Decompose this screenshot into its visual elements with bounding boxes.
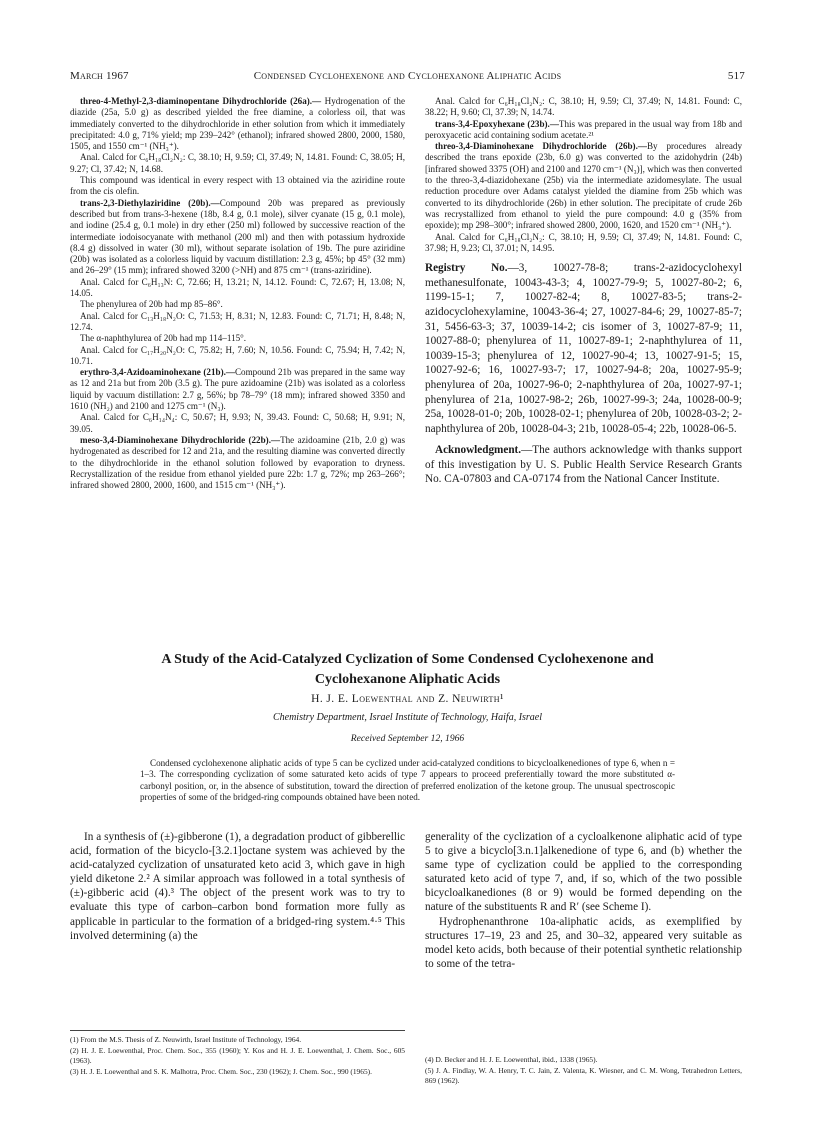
body-paragraph: Hydrophenanthrone 10a-aliphatic acids, as exemplified by structures 17–19, 23 and 25, and 30–32, appeared very suitable as model keto acids, both because of their potential synthetic relationship to some of the tetra- xyxy=(425,915,742,970)
acknowledgment-section xyxy=(425,443,742,487)
abstract: Condensed cyclohexenone aliphatic acids of type 5 can be cyclized under acid-catalyzed conditions to bicycloalkenediones of type 6, when n = 1–3. The corresponding cyclization of some saturated keto acids of type 7 appears to proceed preferentially toward the more substituted α-carbonyl position, or, in the absence of substitution, toward the direction of preferred enolization of the ketone group. The unusual spectroscopic properties of some of the bridged-ring compounds obtained have been noted. xyxy=(140,758,675,802)
paragraph xyxy=(425,96,742,119)
article-title xyxy=(70,650,745,690)
authors: H. J. E. Loewenthal and Z. Neuwirth¹ xyxy=(311,693,504,705)
header-title: Condensed Cyclohexenone and Cyclohexanone Aliphatic Acids xyxy=(253,70,562,82)
registry-paragraph xyxy=(425,261,742,436)
acknowledgment-heading: Acknowledgment. xyxy=(435,444,522,457)
registry-section xyxy=(425,261,742,436)
paragraph xyxy=(70,311,405,334)
paragraph-heading: erythro-3,4-Azidoaminohexane (21b).— xyxy=(80,367,235,378)
paragraph xyxy=(425,232,742,255)
paragraph xyxy=(425,119,742,142)
footnotes-right xyxy=(425,1055,742,1087)
paragraph-text: Anal. Calcd for C₆H₁₃N: C, 72.66; H, 13.21; N, 14.12. Found: C, 72.67; H, 13.08; N, 14.05. xyxy=(70,276,405,299)
received-date: Received September 12, 1966 xyxy=(350,733,465,744)
paragraph-text: Anal. Calcd for C₆H₁₈Cl₂N₂: C, 38.10; H, 9.59; Cl, 37.49; N, 14.81. Found: C, 38.22; H, 9.60; Cl, 37.39; N, 14.74. xyxy=(425,96,742,118)
paragraph-text: This compound was identical in every respect with 13 obtained via the aziridine route from the cis olefin. xyxy=(70,175,405,197)
paragraph-text: Anal. Calcd for C₆H₁₈Cl₂N₂: C, 38.10; H, 9.59; Cl, 37.49; N, 14.81. Found: C, 38.05; H, 9.27; Cl, 37.42; N, 14.68. xyxy=(70,152,405,174)
paragraph xyxy=(70,367,405,412)
paragraph-heading: trans-3,4-Epoxyhexane (23b).— xyxy=(435,118,559,129)
footnotes-left xyxy=(70,1030,405,1079)
paragraph-heading: threo-4-Methyl-2,3-diaminopentane Dihydrochloride (26a).— xyxy=(80,96,322,106)
title-line-1: A Study of the Acid-Catalyzed Cyclization of Some Condensed Cyclohexenone and xyxy=(161,652,654,667)
experimental-right-column xyxy=(425,96,742,487)
registry-heading: Registry No. xyxy=(425,262,508,275)
paragraph-heading: threo-3,4-Diaminohexane Dihydrochloride (26b).— xyxy=(435,141,647,152)
paragraph-text: Compound 21b was prepared in the same way as 12 and 21a but from 20b (3.5 g). The pure azidoamine (21b) was isolated as a colorless liquid by vacuum distillation: 2.7 g, 56%; bp 78–79° (18 mm); infrared showed 3350 and 1610 (NH₂) and 2100 and 1275 cm⁻¹ (N₃). xyxy=(70,367,405,412)
paragraph-text: Anal. Calcd for C₁₇H₂₀N₂O: C, 75.82; H, 7.60; N, 10.56. Found: C, 75.94; H, 7.42; N, 10.71. xyxy=(70,344,405,366)
body-right-column xyxy=(425,830,742,971)
paragraph-text: Anal. Calcd for C₁₃H₁₈N₂O: C, 71.53; H, 8.31; N, 12.83. Found: C, 71.71; H, 8.48; N, 12.74. xyxy=(70,310,405,332)
paragraph xyxy=(70,175,405,198)
paragraph-text: This was prepared in the usual way from 18b and peroxyacetic acid containing sodium acetate.²¹ xyxy=(425,118,742,140)
footnote: (5) J. A. Findlay, W. A. Henry, T. C. Jain, Z. Valenta, K. Wiesner, and C. M. Wong, Tetrahedron Letters, 869 (1962). xyxy=(425,1066,742,1085)
paragraph xyxy=(70,96,405,152)
paragraph-text: Anal. Calcd for C₆H₁₈Cl₂N₂: C, 38.10; H, 9.59; Cl, 37.49; N, 14.81. Found: C, 37.98; H, 9.23; Cl, 37.01; N, 14.95. xyxy=(425,231,742,253)
paragraph xyxy=(70,412,405,435)
registry-text: —3, 10027-78-8; trans-2-azidocyclohexyl methanesulfonate, 10043-43-3; 4, 10027-79-9; 5, 10027-80-2; 6, 1199-15-1; 7, 10027-82-4; 8, 10027-83-5; trans-2-azidocyclohexylamine, 10043-36-4; 27, 10027-84-6; 29, 10027-85-7; 31, 5456-63-3; 37, 10039-14-2; cis isomer of 3, 10027-87-9; 11, 10027-88-0; phenylurea of 11, 10027-89-1; 2-naphthylurea of 11, 10039-15-3; phenylurea of 12, 10027-90-4; 13, 10027-91-5; 15, 10027-92-6; 16, 10027-93-7; 17, 10027-94-8; 20a, 10027-95-9; phenylurea of 20a, 10027-96-0; 2-naphthylurea of 20a, 10027-97-1; phenylurea of 21a, 10027-98-2; 26b, 10027-99-3; 24a, 10028-00-9; 25a, 10028-01-0; 20b, 10028-02-1; phenylurea of 20b, 10028-03-2; 2-naphthylurea of 20b, 10028-04-3; 21b, 10028-05-4; 22b, 10028-06-5. xyxy=(425,262,742,435)
footnote: (3) H. J. E. Loewenthal and S. K. Malhotra, Proc. Chem. Soc., 230 (1962); J. Chem. Soc., 990 (1965). xyxy=(70,1067,372,1077)
paragraph xyxy=(70,198,405,277)
acknowledgment-text: —The authors acknowledge with thanks support of this investigation by U. S. Public Health Service Research Grants No. CA-07803 and CA-07174 from the National Cancer Institute. xyxy=(425,444,742,486)
paragraph-text: The α-naphthylurea of 20b had mp 114–115°. xyxy=(80,333,247,344)
footnote-rule xyxy=(70,1030,405,1031)
body-left-column xyxy=(70,830,405,943)
body-paragraph: In a synthesis of (±)-gibberone (1), a degradation product of gibberellic acid, formation of the bicyclo-[3.2.1]octane system was achieved by the acid-catalyzed cyclization of unsaturated keto acid 3, which gave in high yield diketone 2.² A similar approach was followed in a total synthesis of (±)-gibberic acid (4).³ The object of the present work was to try to evaluate this type of carbon–carbon bond formation more fully as applicable in particular to the formation of a bridged-ring system.⁴·⁵ This involved determining (a) the xyxy=(70,831,405,942)
experimental-left-column xyxy=(70,96,405,491)
paragraph-text: Anal. Calcd for C₆H₁₄N₄: C, 50.67; H, 9.93; N, 39.43. Found: C, 50.68; H, 9.91; N, 39.05. xyxy=(70,412,405,434)
paragraph-text: By procedures already described the trans epoxide (23b, 6.0 g) was converted to the azidohydrin (24b) [infrared showed 3375 (OH) and 2100 and 1270 cm⁻¹ (N₃)], which was then converted to the threo-3,4-diazidohexane (25b) via the intermediate azidomesylate. The usual reduction procedure over Adams catalyst yielded the diamine from 25b which was converted to its dihydrochloride (26b) in ether solution. The precipitate of crude 26b was recrystallized from ethanol to yield the pure compound: 4.0 g (35% from epoxide); mp 298–300°; infrared showed 2800, 2000, 1620, and 1520 cm⁻¹ (NH₃⁺). xyxy=(425,141,742,231)
footnote: (2) H. J. E. Loewenthal, Proc. Chem. Soc., 355 (1960); Y. Kos and H. J. E. Loewenthal, J. Chem. Soc., 605 (1963). xyxy=(70,1046,405,1065)
affiliation: Chemistry Department, Israel Institute of Technology, Haifa, Israel xyxy=(272,712,543,723)
footnote: (4) D. Becker and H. J. E. Loewenthal, ibid., 1338 (1965). xyxy=(425,1055,598,1064)
paragraph xyxy=(425,141,742,231)
title-line-2: Cyclohexanone Aliphatic Acids xyxy=(314,672,501,687)
paragraph-heading: trans-2,3-Diethylaziridine (20b).— xyxy=(80,197,220,208)
paragraph-text: Compound 20b was prepared as previously described but from trans-3-hexene (18b, 8.4 g, 0.1 mole), silver cyanate (15 g, 0.1 mole), and iodine (25.4 g, 0.1 mole) in dry ether (250 ml) followed by successive reaction of the intermediate iodoisocyanate with methanol (200 ml) and then with potassium hydroxide (8.4 g) dissolved in water (30 ml), without separate isolation of 19b. The pure aziridine (20b) was isolated as a colorless liquid by vacuum distillation: 2.3 g, 45%; bp 45° (32 mm) and 26–29° (15 mm); infrared showed 3200 (>NH) and 875 cm⁻¹ (trans-aziridine). xyxy=(70,197,406,276)
paragraph xyxy=(70,277,405,300)
footnote: (1) From the M.S. Thesis of Z. Neuwirth, Israel Institute of Technology, 1964. xyxy=(70,1035,302,1044)
header-date: March 1967 xyxy=(70,70,129,82)
acknowledgment-paragraph xyxy=(425,443,742,487)
paragraph-text: Hydrogenation of the diazide (25a, 5.0 g) as described yielded the free diamine, a colorless oil, that was immediately converted to the dihydrochloride in ether solution from which it immediately precipitated: 4.0 g, 71% yield; mp 239–242° (ethanol); infrared showed 2800, 2000, 1580, 1505, and 1550 cm⁻¹ (NH₃⁺). xyxy=(70,96,405,152)
paragraph xyxy=(70,345,405,368)
paragraph-heading: meso-3,4-Diaminohexane Dihydrochloride (22b).— xyxy=(80,434,281,445)
paragraph-text: The phenylurea of 20b had mp 85–86°. xyxy=(80,299,223,310)
paragraph xyxy=(70,299,405,310)
paragraph xyxy=(70,435,405,491)
page-number: 517 xyxy=(727,70,745,82)
body-paragraph: generality of the cyclization of a cycloalkenone aliphatic acid of type 5 to give a bicyclo[3.n.1]alkenedione of type 6, and (b) whether the same type of cyclization could be applied to the corresponding saturated keto acid of type 7, and, if so, which of the two possible bicycloalkanediones (8 or 9) would be formed depending on the nature of the substituents R and R′ (see Scheme I). xyxy=(425,831,742,914)
paragraph-text: The azidoamine (21b, 2.0 g) was hydrogenated as described for 12 and 21a, and the resulting diamine was converted directly to the dihydrochloride in the ethanol solution followed by evaporation to dryness. Recrystallization of the residue from ethanol yielded pure 22b: 1.7 g, 72%; mp 263–266°; infrared showed 2800, 2000, 1600, and 1515 cm⁻¹ (NH₃⁺). xyxy=(70,434,405,491)
paragraph xyxy=(70,152,405,175)
paragraph xyxy=(70,333,405,344)
running-head xyxy=(70,70,745,84)
